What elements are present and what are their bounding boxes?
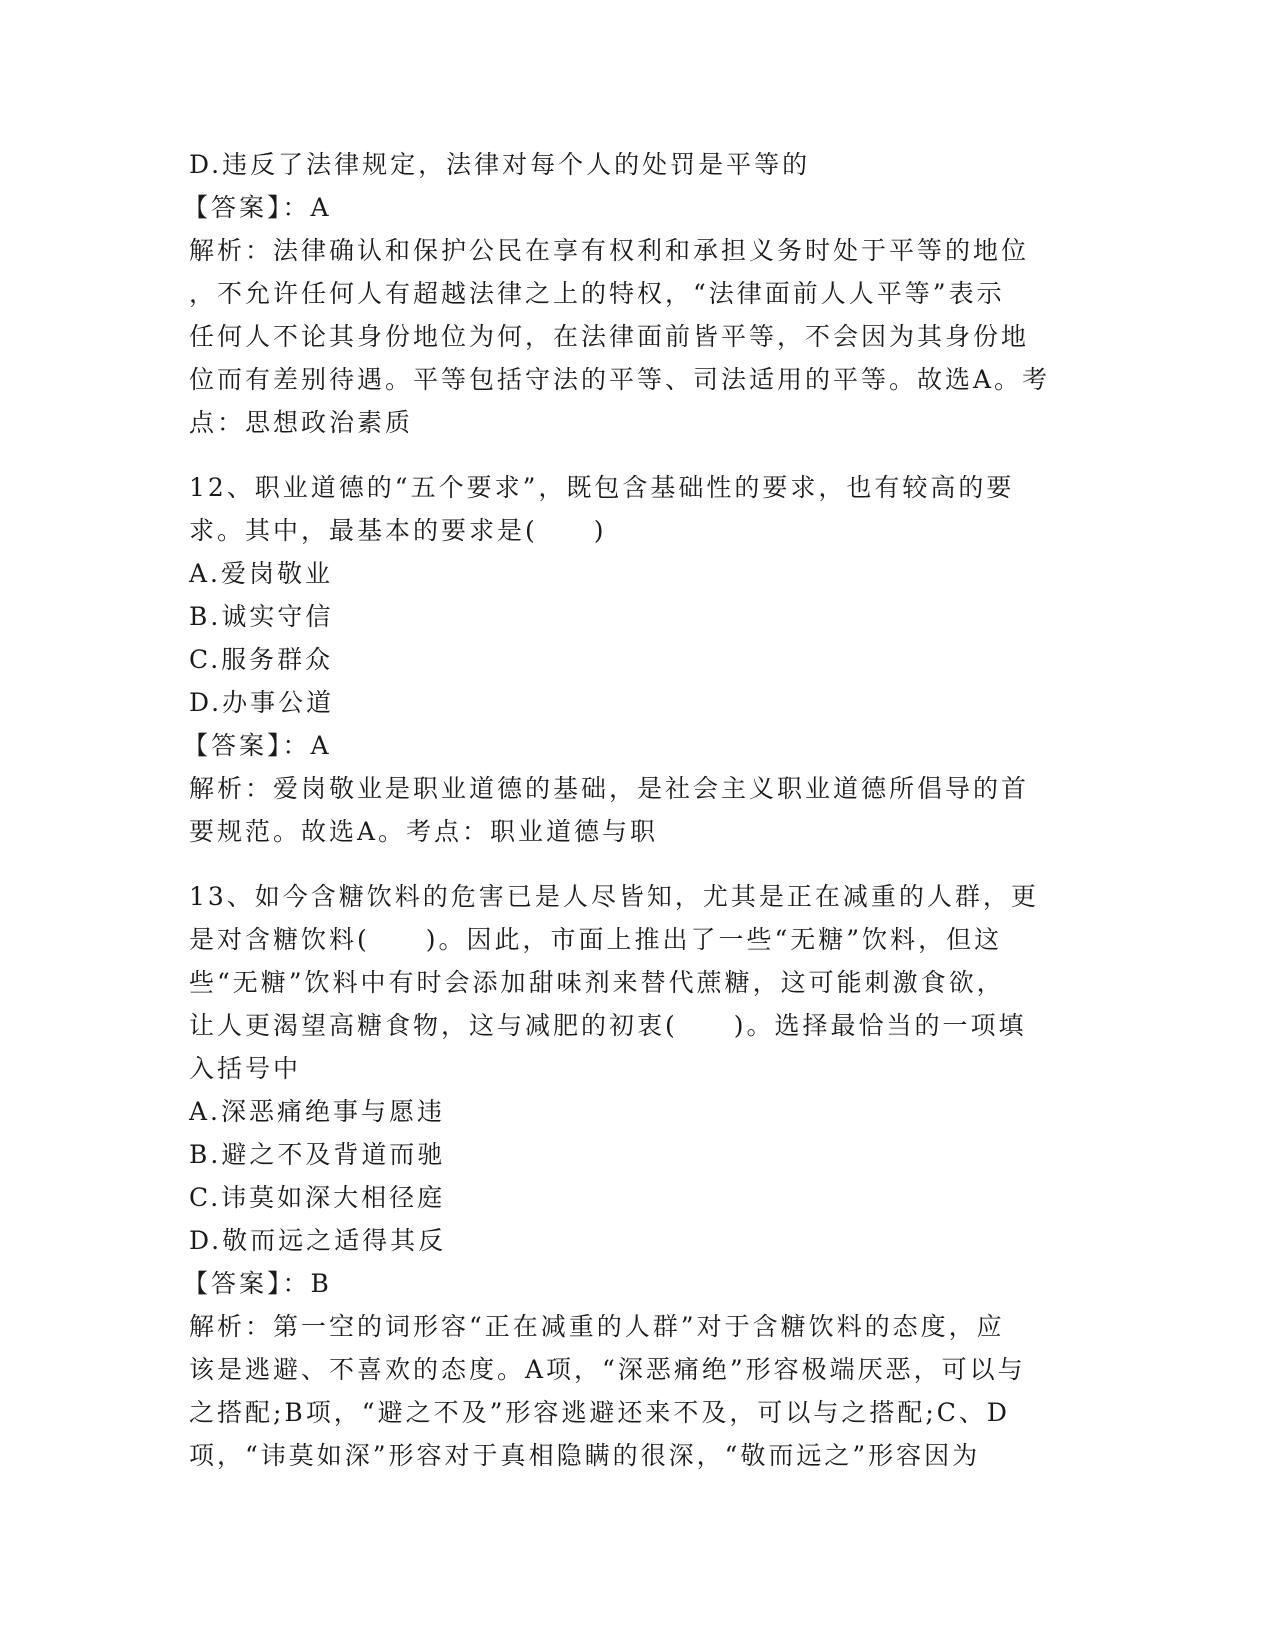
option-d: D.办事公道 — [189, 688, 335, 717]
analysis-line: 位而有差别待遇。平等包括守法的平等、司法适用的平等。故选A。考 — [189, 365, 1051, 394]
answer-label: 【答案】：B — [183, 1269, 332, 1298]
analysis-line: 该是逃避、不喜欢的态度。A项，“深恶痛绝”形容极端厌恶，可以与 — [189, 1355, 1026, 1384]
question-13 — [183, 875, 1089, 1477]
document-body — [183, 143, 1089, 1477]
question-text: 12、职业道德的“五个要求”，既包含基础性的要求，也有较高的要 — [189, 473, 1015, 502]
question-text: 入括号中 — [189, 1054, 302, 1083]
question-text: 求。其中，最基本的要求是( ) — [189, 516, 607, 545]
option-b: B.避之不及背道而驰 — [189, 1140, 446, 1169]
option-b: B.诚实守信 — [189, 602, 334, 631]
option-d: D.违反了法律规定，法律对每个人的处罚是平等的 — [189, 150, 811, 179]
option-c: C.讳莫如深大相径庭 — [189, 1183, 446, 1212]
answer-label: 【答案】：A — [183, 731, 332, 760]
analysis-line: ，不允许任何人有超越法律之上的特权，“法律面前人人平等”表示 — [189, 279, 1005, 308]
analysis — [189, 1305, 1089, 1477]
question-text: 让人更渴望高糖食物，这与减肥的初衷( )。选择最恰当的一项填 — [189, 1011, 1027, 1040]
question-text: 些“无糖”饮料中有时会添加甜味剂来替代蔗糖，这可能刺激食欲， — [189, 968, 1005, 997]
analysis — [189, 229, 1089, 444]
analysis-line: 点：思想政治素质 — [189, 408, 414, 437]
question-12 — [183, 466, 1089, 853]
option-c: C.服务群众 — [189, 645, 334, 674]
analysis-line: 之搭配;B项，“避之不及”形容逃避还来不及，可以与之搭配;C、D — [189, 1398, 1010, 1427]
question-text: 13、如今含糖饮料的危害已是人尽皆知，尤其是正在减重的人群，更 — [189, 882, 1039, 911]
section-gap — [189, 444, 1089, 466]
question-text: 是对含糖饮料( )。因此，市面上推出了一些“无糖”饮料，但这 — [189, 925, 1003, 954]
analysis — [189, 767, 1089, 853]
analysis-line: 要规范。故选A。考点：职业道德与职 — [189, 817, 659, 846]
analysis-line: 解析：法律确认和保护公民在享有权利和承担义务时处于平等的地位 — [189, 236, 1030, 265]
analysis-line: 项，“讳莫如深”形容对于真相隐瞒的很深，“敬而远之”形容因为 — [189, 1441, 981, 1470]
section-gap — [189, 853, 1089, 875]
analysis-line: 解析：爱岗敬业是职业道德的基础，是社会主义职业道德所倡导的首 — [189, 774, 1030, 803]
option-a: A.深恶痛绝事与愿违 — [189, 1097, 446, 1126]
answer-label: 【答案】：A — [183, 193, 332, 222]
option-a: A.爱岗敬业 — [189, 559, 334, 588]
analysis-line: 解析：第一空的词形容“正在减重的人群”对于含糖饮料的态度，应 — [189, 1312, 1005, 1341]
analysis-line: 任何人不论其身份地位为何，在法律面前皆平等，不会因为其身份地 — [189, 322, 1030, 351]
question-11 — [183, 143, 1089, 444]
option-d: D.敬而远之适得其反 — [189, 1226, 447, 1255]
